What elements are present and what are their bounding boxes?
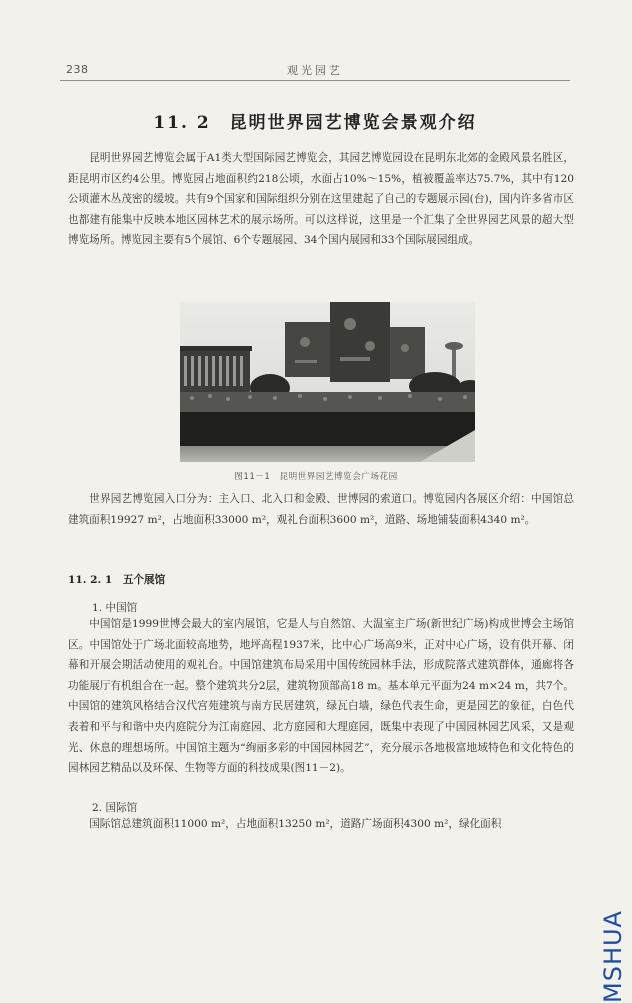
subsection-title: 11. 2. 1 五个展馆 [68, 574, 166, 586]
section-title: 11. 2 昆明世界园艺博览会景观介绍 [153, 113, 477, 133]
figure-caption: 图11－1 昆明世界园艺博览会广场花园 [234, 472, 398, 482]
intl-hall-paragraph: 国际馆总建筑面积11000 m²，占地面积13250 m²，道路广场面积4300 m²，绿化面积 [89, 818, 502, 830]
page-header [60, 62, 570, 81]
intro-paragraph: 昆明世界园艺博览会属于A1类大型国际园艺博览会，其园艺博览园设在昆明东北郊的金殿风景名胜区，距昆明市区约4公里。博览园占地面积约218公顷，水面占10%～15%，植被覆盖率达75.7%，其中有120公顷灌木丛茂密的缓坡。共有9个国家和国际组织分别在这里建起了自己的专题展示园(台)，国内许多省市区也都建有能集中反映本地区园林艺术的展示场所。可以这样说，这里是一个汇集了全世界园艺风景的超大型博览场所。博览园主要有5个展馆、6个专题展园、34个国内展园和33个国际展园组成。 [68, 152, 574, 247]
page-number: 238 [66, 63, 89, 76]
entrances-paragraph: 世界园艺博览园入口分为：主入口、北入口和金殿、世博园的索道口。博览园内各展区介绍：中国馆总建筑面积19927 m²，占地面积33000 m²，观礼台面积3600 m²，道路、场地铺装面积4340 m²。 [68, 493, 574, 526]
item-title-china-hall: 1. 中国馆 [92, 602, 138, 614]
watermark: MSHUA [599, 910, 627, 1003]
garden-square-photo [180, 302, 475, 462]
item-title-intl-hall: 2. 国际馆 [92, 802, 138, 814]
running-title: 观光园艺 [287, 64, 343, 77]
china-hall-paragraph: 中国馆是1999世博会最大的室内展馆，它是人与自然馆、大温室主广场(新世纪广场)构成世博会主场馆区。中国馆处于广场北面较高地势，地坪高程1937米，比中心广场高9米，正对中心广场，设有供开幕、闭幕和开展会期活动使用的观礼台。中国馆建筑布局采用中国传统园林手法，形成院落式建筑群体，通廊将各功能展厅有机组合在一起。整个建筑共分2层，建筑物顶部高18 m。基本单元平面为24 m×24 m，共7个。中国馆的建筑风格结合汉代宫苑建筑与南方民居建筑，绿瓦白墙，绿色代表生命，更是园艺的象征，白色代表着和平与和谐中央内庭院分为江南庭园、北方庭园和大理庭园，既集中表现了中国园林园艺风采，又是观光、休息的理想场所。中国馆主题为“绚丽多彩的中国园林园艺”，充分展示各地极富地域特色和文化特色的园林园艺精品以及环保、生物等方面的科技成果(图11－2)。 [68, 618, 574, 775]
